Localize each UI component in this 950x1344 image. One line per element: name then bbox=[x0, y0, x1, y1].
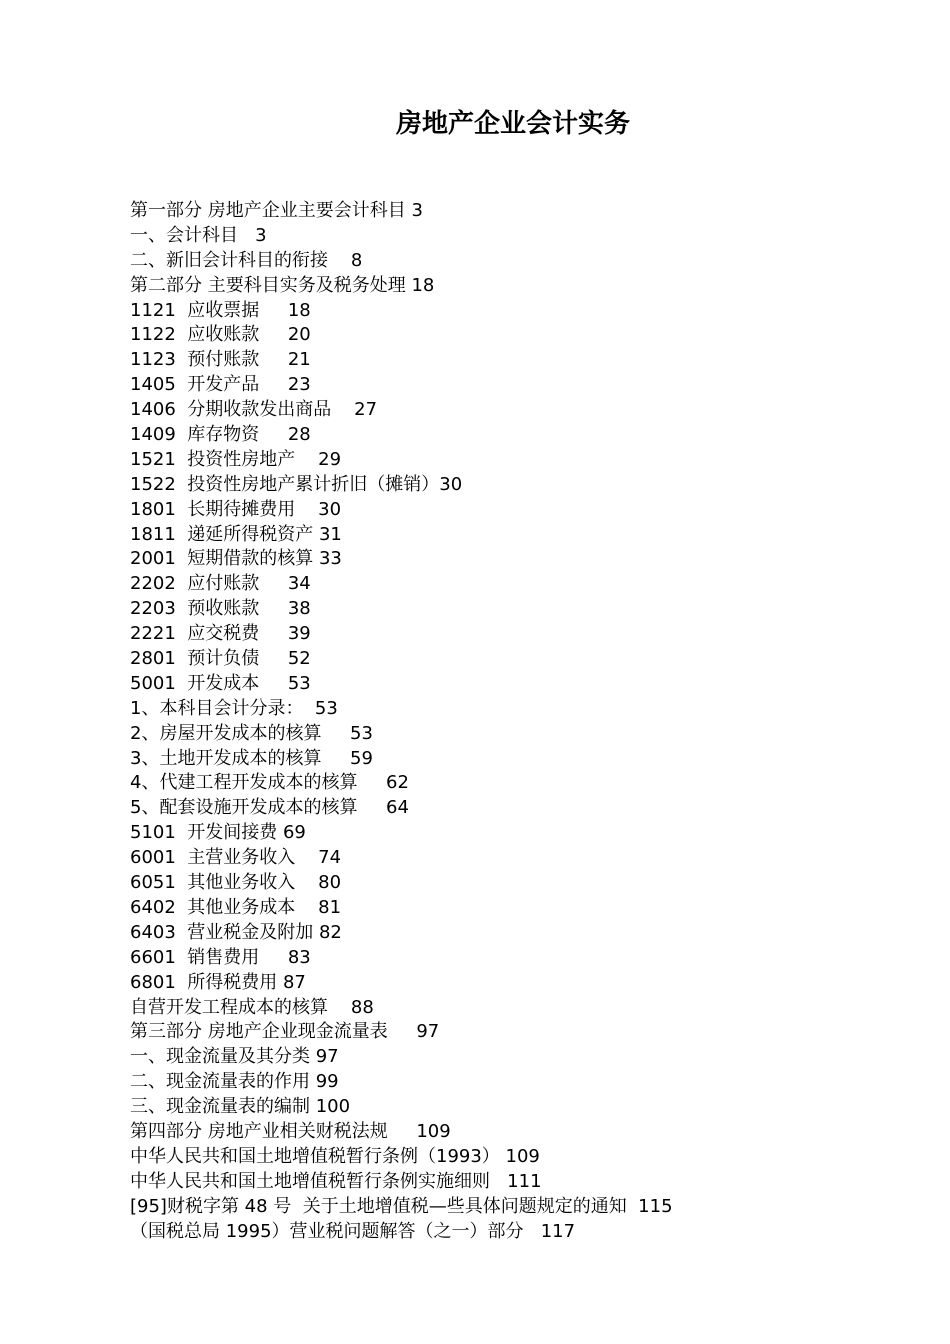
toc-entry: 一、会计科目 3 bbox=[130, 224, 267, 246]
toc-entry: 一、现金流量及其分类 97 bbox=[130, 1046, 339, 1068]
toc-entry: 2001 短期借款的核算 33 bbox=[130, 548, 342, 570]
toc-entry: 6001 主营业务收入 74 bbox=[130, 847, 342, 869]
page-title: 房地产企业会计实务 bbox=[395, 109, 630, 139]
toc-entry: 三、现金流量表的编制 100 bbox=[130, 1096, 351, 1118]
toc-entry: 6403 营业税金及附加 82 bbox=[130, 921, 342, 943]
toc-entry: 第三部分 房地产企业现金流量表 97 bbox=[130, 1021, 440, 1043]
toc-entry: 5、配套设施开发成本的核算 64 bbox=[130, 797, 409, 819]
toc-entry: 1521 投资性房地产 29 bbox=[130, 448, 342, 470]
toc-entry: （国税总局 1995）营业税问题解答（之一）部分 117 bbox=[130, 1220, 576, 1242]
toc-entry: 6601 销售费用 83 bbox=[130, 946, 311, 968]
toc-entry: 第一部分 房地产企业主要会计科目 3 bbox=[130, 200, 423, 221]
toc-entry: 中华人民共和国土地增值税暂行条例实施细则 111 bbox=[130, 1170, 542, 1192]
toc-entry: 5001 开发成本 53 bbox=[130, 672, 311, 694]
table-of-contents bbox=[130, 199, 890, 1244]
toc-entry: 1121 应收票据 18 bbox=[130, 299, 311, 321]
toc-entry: 1522 投资性房地产累计折旧（摊销）30 bbox=[130, 473, 463, 495]
toc-entry: 第四部分 房地产业相关财税法规 109 bbox=[130, 1120, 451, 1142]
toc-entry: 2203 预收账款 38 bbox=[130, 598, 311, 620]
toc-entry: 1、本科目会计分录： 53 bbox=[130, 697, 338, 719]
toc-entry: 6801 所得税费用 87 bbox=[130, 971, 306, 993]
toc-entry: 2221 应交税费 39 bbox=[130, 623, 311, 645]
toc-entry: 5101 开发间接费 69 bbox=[130, 822, 306, 844]
toc-entry: 3、土地开发成本的核算 59 bbox=[130, 747, 373, 769]
toc-entry: 自营开发工程成本的核算 88 bbox=[130, 996, 374, 1018]
toc-entry: 1122 应收账款 20 bbox=[130, 324, 311, 346]
toc-entry: 2、房屋开发成本的核算 53 bbox=[130, 722, 373, 744]
toc-entry: 二、现金流量表的作用 99 bbox=[130, 1071, 339, 1093]
toc-entry: 1406 分期收款发出商品 27 bbox=[130, 399, 378, 421]
toc-entry: 1409 库存物资 28 bbox=[130, 424, 311, 446]
toc-entry: 中华人民共和国土地增值税暂行条例（1993） 109 bbox=[130, 1145, 540, 1167]
toc-entry: 第二部分 主要科目实务及税务处理 18 bbox=[130, 274, 435, 296]
toc-entry: 2202 应付账款 34 bbox=[130, 573, 311, 595]
toc-entry: 1405 开发产品 23 bbox=[130, 374, 311, 396]
toc-entry: 6051 其他业务收入 80 bbox=[130, 872, 342, 894]
toc-entry: [95]财税字第 48 号 关于土地增值税—些具体问题规定的通知 115 bbox=[130, 1195, 673, 1217]
toc-entry: 二、新旧会计科目的衔接 8 bbox=[130, 249, 363, 271]
toc-entry: 2801 预计负债 52 bbox=[130, 648, 311, 670]
toc-entry: 6402 其他业务成本 81 bbox=[130, 896, 342, 918]
toc-entry: 4、代建工程开发成本的核算 62 bbox=[130, 772, 409, 794]
toc-entry: 1123 预付账款 21 bbox=[130, 349, 311, 371]
toc-entry: 1801 长期待摊费用 30 bbox=[130, 498, 342, 520]
toc-entry: 1811 递延所得税资产 31 bbox=[130, 523, 342, 545]
